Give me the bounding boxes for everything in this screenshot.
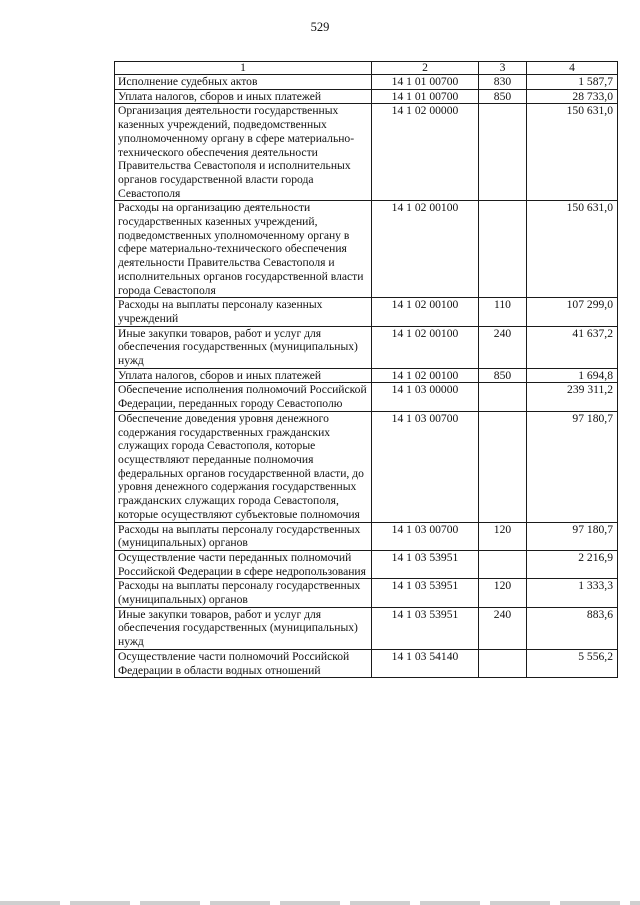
scan-bottom-edge (0, 901, 640, 905)
row-type-cell: 240 (479, 607, 527, 649)
row-type-cell: 850 (479, 368, 527, 383)
row-type-cell (479, 649, 527, 677)
row-code-cell: 14 1 03 53951 (372, 607, 479, 649)
row-name-cell: Уплата налогов, сборов и иных платежей (115, 368, 372, 383)
row-code-cell: 14 1 02 00100 (372, 326, 479, 368)
row-type-cell: 120 (479, 522, 527, 550)
row-code-cell: 14 1 03 53951 (372, 579, 479, 607)
row-sum-cell: 97 180,7 (527, 522, 618, 550)
row-name-cell: Расходы на организацию деятельности государственных казенных учреждений, подведомственных уполномоченному органу в сфере материально-технического обеспечения деятельности Правительства Севастополя и исполнительных органов государственной власти города Севастополя (115, 201, 372, 298)
row-name-cell: Осуществление части переданных полномочий Российской Федерации в сфере недропользования (115, 550, 372, 578)
table-row (115, 89, 618, 104)
row-code-cell: 14 1 02 00000 (372, 104, 479, 201)
row-code-cell: 14 1 03 00700 (372, 411, 479, 522)
row-sum-cell: 107 299,0 (527, 298, 618, 326)
row-sum-cell: 150 631,0 (527, 104, 618, 201)
table-row (115, 104, 618, 201)
table-row (115, 326, 618, 368)
header-row (115, 62, 618, 75)
row-type-cell: 110 (479, 298, 527, 326)
row-code-cell: 14 1 03 00700 (372, 522, 479, 550)
budget-table (114, 61, 618, 678)
table-body (115, 75, 618, 678)
table-row (115, 201, 618, 298)
row-name-cell: Обеспечение исполнения полномочий Российской Федерации, переданных городу Севастополю (115, 383, 372, 411)
row-sum-cell: 1 333,3 (527, 579, 618, 607)
row-sum-cell: 150 631,0 (527, 201, 618, 298)
row-type-cell (479, 104, 527, 201)
row-type-cell: 830 (479, 75, 527, 90)
row-name-cell: Расходы на выплаты персоналу государственных (муниципальных) органов (115, 522, 372, 550)
row-name-cell: Обеспечение доведения уровня денежного содержания государственных гражданских служащих города Севастополя, которые осуществляют переданные полномочия федеральных органов государственной власти, до уровня денежного содержания государственных гражданских служащих города Севастополя, которые осуществляют субъектовые полномочия (115, 411, 372, 522)
row-sum-cell: 239 311,2 (527, 383, 618, 411)
row-name-cell: Осуществление части полномочий Российской Федерации в области водных отношений (115, 649, 372, 677)
row-sum-cell: 5 556,2 (527, 649, 618, 677)
table-row (115, 383, 618, 411)
table-row (115, 522, 618, 550)
row-sum-cell: 1 587,7 (527, 75, 618, 90)
table-row (115, 607, 618, 649)
table-row (115, 649, 618, 677)
row-type-cell (479, 411, 527, 522)
page-number: 529 (310, 20, 330, 34)
row-type-cell: 850 (479, 89, 527, 104)
table-row (115, 411, 618, 522)
row-code-cell: 14 1 02 00100 (372, 368, 479, 383)
row-sum-cell: 1 694,8 (527, 368, 618, 383)
row-code-cell: 14 1 03 54140 (372, 649, 479, 677)
row-code-cell: 14 1 02 00100 (372, 298, 479, 326)
table-row (115, 550, 618, 578)
header-col-3: 3 (479, 62, 527, 75)
row-type-cell: 240 (479, 326, 527, 368)
table-row (115, 579, 618, 607)
row-sum-cell: 2 216,9 (527, 550, 618, 578)
row-sum-cell: 28 733,0 (527, 89, 618, 104)
row-name-cell: Иные закупки товаров, работ и услуг для обеспечения государственных (муниципальных) нужд (115, 326, 372, 368)
row-code-cell: 14 1 01 00700 (372, 89, 479, 104)
table-row (115, 298, 618, 326)
row-sum-cell: 97 180,7 (527, 411, 618, 522)
row-code-cell: 14 1 03 53951 (372, 550, 479, 578)
row-name-cell: Исполнение судебных актов (115, 75, 372, 90)
row-type-cell (479, 550, 527, 578)
table-row (115, 368, 618, 383)
row-name-cell: Расходы на выплаты персоналу казенных учреждений (115, 298, 372, 326)
row-type-cell (479, 383, 527, 411)
row-sum-cell: 41 637,2 (527, 326, 618, 368)
row-code-cell: 14 1 03 00000 (372, 383, 479, 411)
row-name-cell: Расходы на выплаты персоналу государственных (муниципальных) органов (115, 579, 372, 607)
row-name-cell: Уплата налогов, сборов и иных платежей (115, 89, 372, 104)
row-sum-cell: 883,6 (527, 607, 618, 649)
row-name-cell: Организация деятельности государственных казенных учреждений, подведомственных уполномоченному органу в сфере материально-технического обеспечения деятельности Правительства Севастополя и исполнительных органов государственной власти города Севастополя (115, 104, 372, 201)
header-col-1: 1 (115, 62, 372, 75)
row-type-cell (479, 201, 527, 298)
table-row (115, 75, 618, 90)
header-col-4: 4 (527, 62, 618, 75)
header-col-2: 2 (372, 62, 479, 75)
row-code-cell: 14 1 02 00100 (372, 201, 479, 298)
row-type-cell: 120 (479, 579, 527, 607)
row-name-cell: Иные закупки товаров, работ и услуг для обеспечения государственных (муниципальных) нужд (115, 607, 372, 649)
row-code-cell: 14 1 01 00700 (372, 75, 479, 90)
